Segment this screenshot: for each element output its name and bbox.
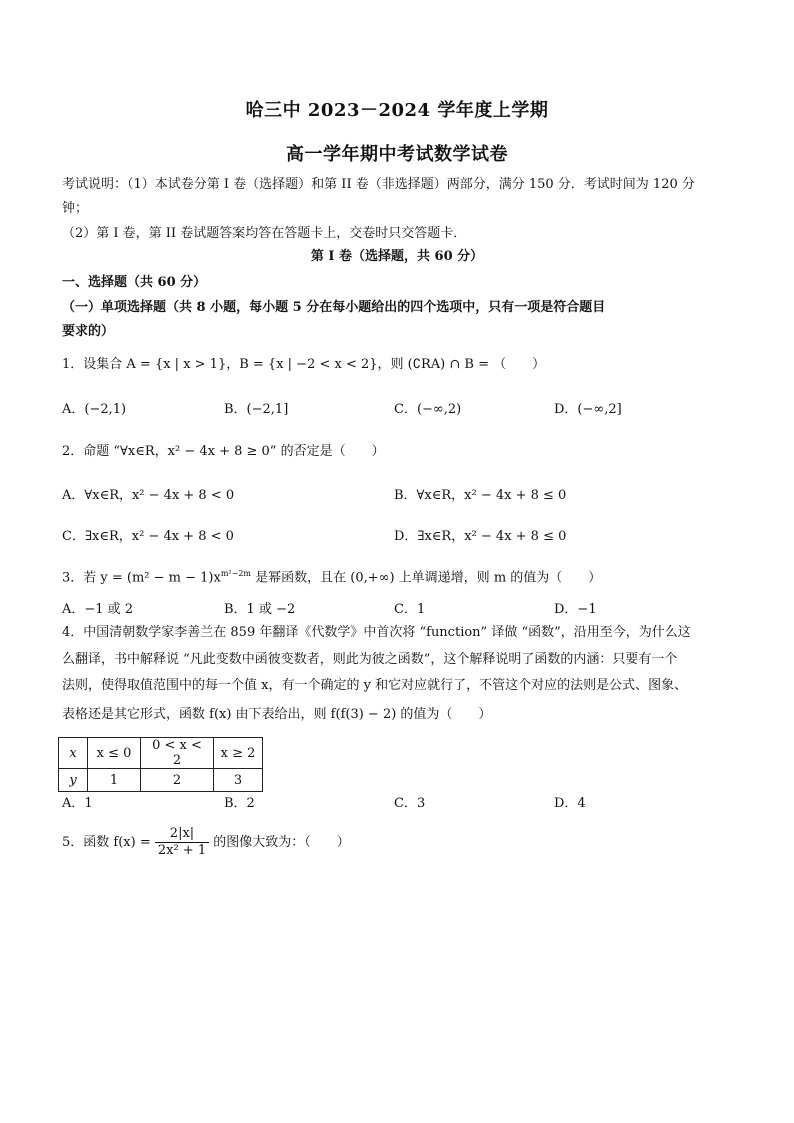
subsection-heading-line-1: （一）单项选择题（共 8 小题，每小题 5 分在每小题给出的四个选项中，只有一项是符合题目 — [62, 300, 606, 315]
table-cell: y — [59, 769, 88, 792]
question-2-option-d: D．∃x∈R，x² − 4x + 8 ≤ 0 — [394, 529, 567, 544]
table-cell: 3 — [214, 769, 263, 792]
question-4-line-2: 么翻译，书中解释说 “凡此变数中函彼变数者，则此为彼之函数”，这个解释说明了函数的内涵：只要有一个 — [62, 652, 678, 667]
question-4-option-b: B．2 — [224, 796, 255, 811]
table-cell: x ≥ 2 — [214, 738, 263, 769]
table-cell: x ≤ 0 — [88, 738, 141, 769]
question-3-stem-pre: 3．若 y = (m² − m − 1)x — [62, 570, 221, 586]
table-row — [59, 769, 263, 792]
question-2-option-a: A．∀x∈R，x² − 4x + 8 < 0 — [62, 488, 235, 503]
subsection-heading-line-2: 要求的） — [62, 324, 115, 339]
question-3-exponent: m²−2m — [220, 569, 252, 578]
question-3-stem-post: 是幂函数，且在 (0,+∞) 上单调递增，则 m 的值为（ ） — [251, 570, 602, 586]
question-5-post: 的图像大致为：（ ） — [209, 835, 350, 850]
table-cell: x — [59, 738, 88, 769]
table-header-row — [59, 738, 263, 769]
question-4-option-d: D．4 — [554, 796, 586, 811]
question-1-option-c: C．(−∞,2) — [394, 402, 462, 417]
question-5-pre: 5．函数 f(x) = — [62, 835, 155, 850]
function-value-table — [58, 737, 263, 792]
question-3-stem — [62, 565, 601, 587]
question-3-option-b: B．1 或 −2 — [224, 602, 296, 617]
exam-subtitle: 高一学年期中考试数学试卷 — [286, 144, 508, 165]
question-1-option-a: A．(−2,1) — [62, 402, 127, 417]
question-2-option-b: B．∀x∈R，x² − 4x + 8 ≤ 0 — [394, 488, 567, 503]
question-1-stem: 1．设集合 A = {x | x > 1}，B = {x | −2 < x < 2}，则 (∁RA) ∩ B = （ ） — [62, 357, 546, 372]
question-3-option-d: D．−1 — [554, 602, 597, 617]
question-4-option-a: A．1 — [62, 796, 93, 811]
table-cell: 0 < x < 2 — [141, 738, 214, 769]
instruction-line-1: 考试说明：（1）本试卷分第 I 卷（选择题）和第 II 卷（非选择题）两部分，满分 150 分．考试时间为 120 分 — [62, 177, 695, 192]
question-4-line-3: 法则，使得取值范围中的每一个值 x，有一个确定的 y 和它对应就行了，不管这个对应的法则是公式、图象、 — [62, 678, 688, 693]
exam-title: 哈三中 2023－2024 学年度上学期 — [245, 100, 549, 121]
question-2-stem: 2．命题 “∀x∈R，x² − 4x + 8 ≥ 0” 的否定是（ ） — [62, 444, 385, 459]
question-4-line-4: 表格还是其它形式，函数 f(x) 由下表给出，则 f(f(3) − 2) 的值为（ ） — [62, 707, 492, 722]
question-4-line-1: 4．中国清朝数学家李善兰在 859 年翻译《代数学》中首次将 “function” 译做 “函数”，沿用至今，为什么这 — [62, 625, 691, 640]
instruction-line-1-cont: 钟； — [62, 201, 89, 216]
question-1-option-d: D．(−∞,2] — [554, 402, 622, 417]
section-heading: 一、选择题（共 60 分） — [62, 275, 207, 290]
question-4-option-c: C．3 — [394, 796, 426, 811]
question-5-stem — [62, 826, 350, 859]
table-cell: 1 — [88, 769, 141, 792]
fraction-numerator: 2|x| — [155, 826, 209, 843]
question-3-option-a: A．−1 或 2 — [62, 602, 134, 617]
question-2-option-c: C．∃x∈R，x² − 4x + 8 < 0 — [62, 529, 234, 544]
question-5-fraction — [155, 826, 209, 859]
question-3-option-c: C．1 — [394, 602, 426, 617]
fraction-denominator: 2x² + 1 — [157, 843, 207, 858]
part-heading: 第 I 卷（选择题，共 60 分） — [310, 249, 484, 264]
table-cell: 2 — [141, 769, 214, 792]
question-1-option-b: B．(−2,1] — [224, 402, 289, 417]
instruction-line-2: （2）第 I 卷，第 II 卷试题答案均答在答题卡上，交卷时只交答题卡． — [62, 226, 467, 241]
